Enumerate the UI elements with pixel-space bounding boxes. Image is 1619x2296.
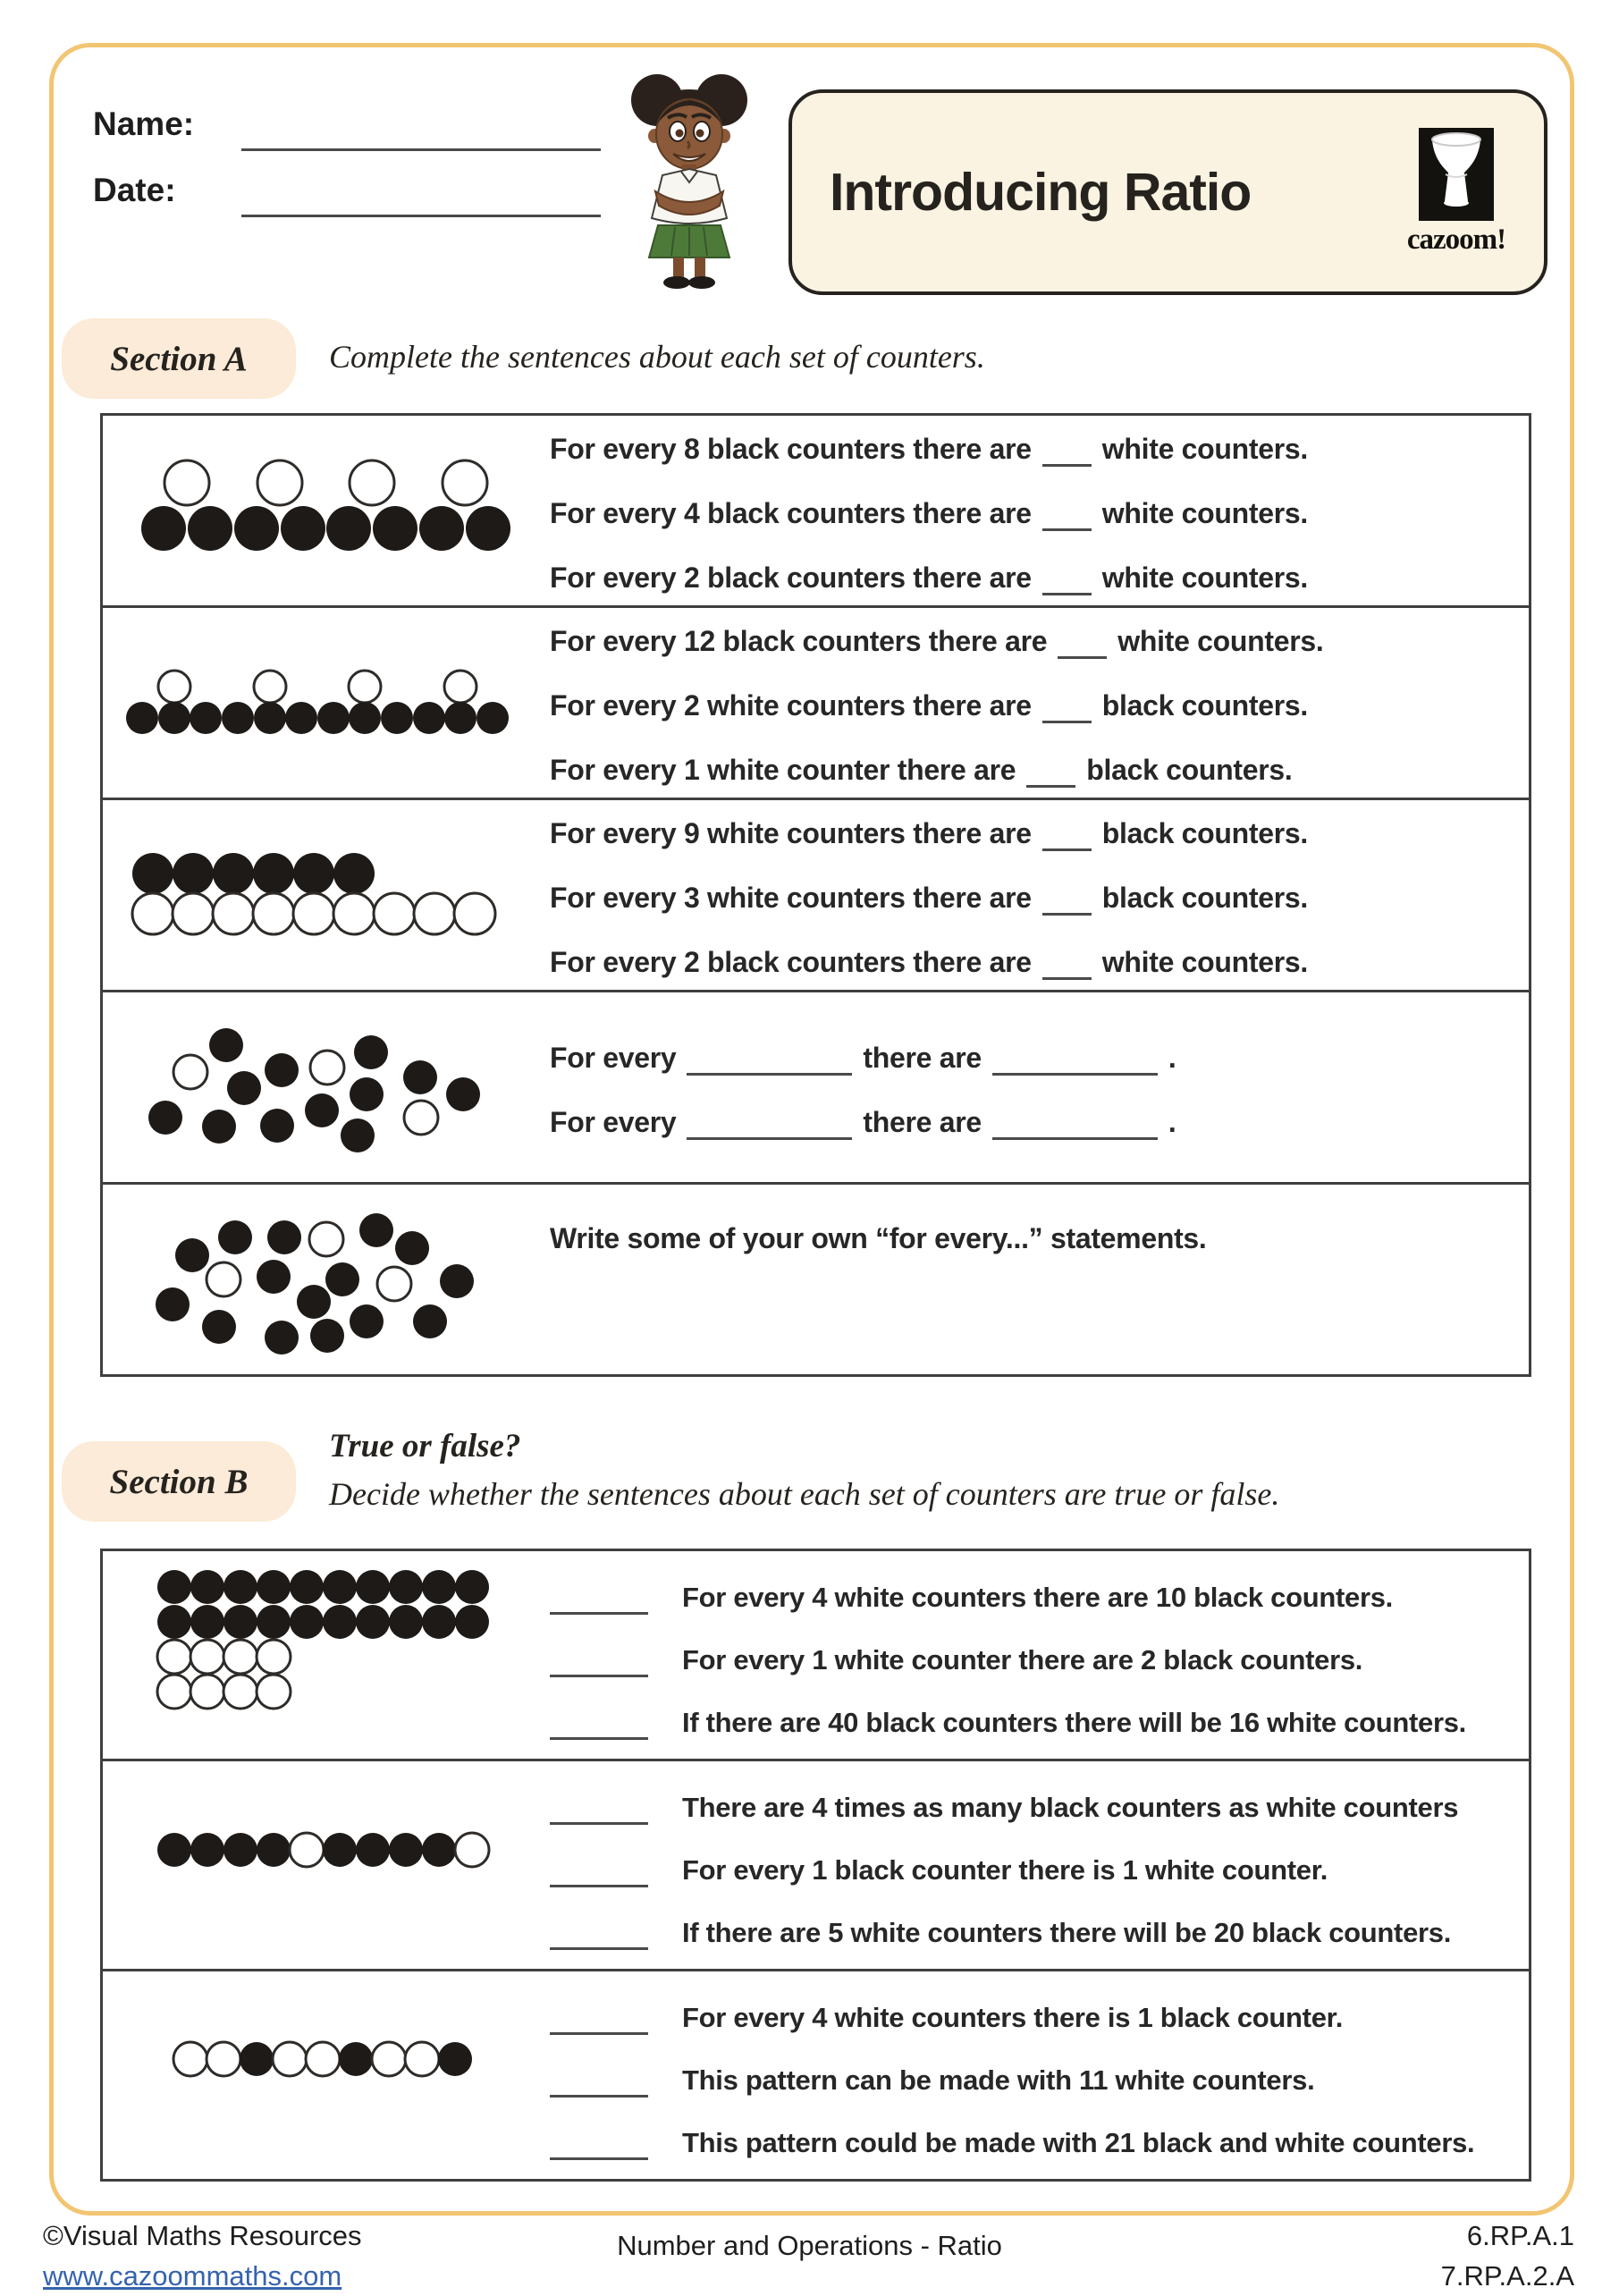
sentence-text: For every [550,1042,677,1074]
white-counter [257,460,302,505]
sentence-text: For every 12 black counters there are [550,625,1048,657]
black-counter [281,506,325,551]
black-counter [359,1213,393,1247]
table-row [103,1969,1529,2179]
sentence-text: white counters. [1101,946,1309,978]
black-counter [326,506,371,551]
sentence [550,1639,1516,1678]
black-counter [349,702,381,734]
black-counter [240,2042,274,2076]
black-counter [132,853,173,894]
white-counter [190,1675,224,1709]
counters-image [103,1185,550,1374]
copyright-text: ©Visual Maths Resources [43,2220,362,2251]
black-counter [157,1605,191,1639]
djembe-drum-icon [1419,128,1494,221]
black-counter [325,1262,359,1296]
sentence-text: There are 4 times as many black counters as white counters [682,1792,1459,1823]
black-counter [285,702,317,734]
counters-image [103,1761,550,1969]
sentence [550,1101,1516,1138]
black-counter [293,853,334,894]
title-box [788,89,1547,295]
black-counter [234,506,279,551]
white-counter [223,1675,257,1709]
black-counter [141,506,186,551]
black-counter [218,1220,252,1254]
table-row [103,1551,1529,1759]
black-counter [257,1605,291,1639]
white-counter [372,2042,406,2076]
black-counter [305,1093,339,1127]
sentence-text: there are [863,1106,982,1138]
section-a-label-text: Section A [110,339,248,378]
section-a-table [100,413,1531,1377]
answer-blank [1042,692,1092,723]
sentence [550,556,1516,594]
black-counter [476,702,509,734]
answer-blank [1042,500,1092,531]
footer-standards [1441,2216,1574,2296]
table-row [103,416,1529,605]
black-counter [339,2042,373,2076]
black-counter [148,1101,182,1135]
sentence [550,2122,1516,2161]
black-counter [190,1605,224,1639]
sentence-text: If there are 40 black counters there will be 16 white counters. [682,1707,1466,1738]
black-counter [444,702,476,734]
sentence-text: black counters. [1101,817,1309,849]
black-counter [413,702,445,734]
black-counter [389,1605,423,1639]
answer-blank [1042,435,1092,467]
section-b-label [62,1441,296,1522]
date-answer-line [241,215,601,217]
sentence-text: For every 1 white counter there are [550,754,1016,786]
black-counter [175,1238,209,1272]
black-counter [227,1071,261,1105]
sentence [550,1849,1516,1888]
white-counter [309,1222,343,1256]
sentence [550,1222,1516,1254]
black-counter [173,853,214,894]
black-counter [265,1321,299,1355]
answer-blank [550,1584,648,1615]
sentence [550,620,1516,657]
white-counter [290,1833,324,1867]
white-counter [213,893,254,934]
counters-image [103,608,550,798]
black-counter [267,1220,301,1254]
black-counter [213,853,254,894]
standard-code: 7.RP.A.2.A [1440,2260,1574,2292]
sentence-text: there are [863,1042,982,1074]
white-counter [157,1640,191,1674]
sentence [550,941,1516,978]
sentence-text: . [1168,1042,1176,1074]
sentence-text: For every 1 white counter there are 2 black counters. [682,1644,1363,1676]
sentence-text: For every 2 white counters there are [550,689,1032,722]
white-counter [207,2042,240,2076]
sentence-text: black counters. [1101,882,1309,914]
sentence-text: white counters. [1117,625,1324,657]
black-counter [381,702,413,734]
white-counter [374,893,415,934]
name-answer-line [241,148,601,151]
counters-image [103,416,550,605]
white-counter [257,1675,291,1709]
black-counter [158,702,190,734]
black-counter [290,1605,324,1639]
black-counter [455,1605,489,1639]
answer-blank [550,1857,648,1887]
black-counter [223,1605,257,1639]
sentence [550,684,1516,722]
black-counter [202,1310,236,1344]
black-counter [310,1319,344,1353]
section-b-heading: True or false? [329,1428,521,1465]
black-counter [190,702,222,734]
answer-blank [550,1709,648,1740]
black-counter [260,1109,294,1143]
white-counter [405,2042,439,2076]
black-counter [323,1570,357,1604]
answer-blank [550,2067,648,2098]
sentence-text: For every 8 black counters there are [550,433,1032,465]
answer-blank [550,1920,648,1950]
white-counter [257,1640,291,1674]
cazoom-logo-text: cazoom! [1406,224,1506,256]
answer-blank [550,1794,648,1825]
white-counter [293,893,334,934]
black-counter [350,1077,384,1111]
black-counter [157,1833,191,1867]
sentence-text: For every 3 white counters there are [550,882,1032,914]
white-counter [310,1051,344,1085]
white-counter [253,893,294,934]
section-b-table [100,1549,1531,2182]
black-counter [413,1304,447,1338]
answer-blank [550,1647,648,1677]
white-counter [306,2042,340,2076]
black-counter [126,702,158,734]
footer-topic-text: Number and Operations - Ratio [617,2230,1002,2261]
white-counter [158,671,190,703]
black-counter [290,1570,324,1604]
sentence-text: black counters. [1086,754,1293,786]
counters-image [103,800,550,990]
black-counter [257,1833,291,1867]
table-row [103,1182,1529,1374]
white-counter [377,1267,411,1301]
answer-blank [687,1109,852,1140]
sentence-text: For every 2 black counters there are [550,946,1032,978]
sentence-text: For every 9 white counters there are [550,817,1032,849]
black-counter [350,1304,384,1338]
black-counter [333,853,375,894]
answer-blank [1042,949,1092,980]
white-counter [207,1262,240,1296]
sentence-text: For every 1 black counter there is 1 white counter. [682,1854,1328,1886]
sentence [550,1701,1516,1741]
answer-blank [687,1044,852,1076]
sentence [550,1036,1516,1074]
website-link[interactable]: www.cazoommaths.com [43,2260,342,2292]
black-counter [253,853,294,894]
sentence-text: . [1168,1106,1176,1138]
black-counter [265,1053,299,1087]
black-counter [389,1833,423,1867]
answer-blank [550,2130,648,2160]
sentence-text: This pattern could be made with 21 black and white counters. [682,2127,1475,2158]
black-counter [356,1833,390,1867]
black-counter [254,702,286,734]
white-counter [173,2042,207,2076]
white-counter [273,2042,307,2076]
black-counter [438,2042,472,2076]
answer-blank [992,1109,1158,1140]
black-counter [373,506,417,551]
sentence [550,1996,1516,2036]
black-counter [257,1260,291,1294]
black-counter [419,506,464,551]
table-row [103,990,1529,1182]
black-counter [341,1118,375,1152]
answer-blank [1042,820,1092,851]
page-title: Introducing Ratio [830,163,1252,222]
white-counter [444,671,476,703]
black-counter [395,1231,429,1265]
white-counter [349,671,381,703]
black-counter [209,1028,243,1062]
sentence [550,1576,1516,1616]
black-counter [455,1570,489,1604]
counters-image [103,1551,550,1759]
black-counter [202,1110,236,1144]
sentence-text: white counters. [1101,497,1309,529]
sentence-text: For every 4 black counters there are [550,497,1032,529]
black-counter [403,1060,437,1094]
white-counter [350,460,394,505]
answer-blank [550,2005,648,2035]
sentence-text: For every 4 white counters there is 1 black counter. [682,2002,1344,2033]
black-counter [297,1285,331,1319]
sentence [550,2059,1516,2098]
black-counter [323,1833,357,1867]
sentence-text: For every 2 black counters there are [550,561,1032,594]
sentence-text: white counters. [1101,561,1309,594]
sentence-text: black counters. [1101,689,1309,722]
cazoom-logo [1403,128,1510,257]
answer-blank [1042,884,1092,916]
sentence-text: For every [550,1106,677,1138]
black-counter [466,506,510,551]
date-label: Date: [93,172,176,208]
sentence-text: This pattern can be made with 11 white counters. [682,2064,1315,2096]
standard-code: 6.RP.A.1 [1466,2220,1574,2251]
white-counter [223,1640,257,1674]
black-counter [446,1077,480,1111]
black-counter [223,1833,257,1867]
black-counter [422,1833,456,1867]
section-b-instruction: Decide whether the sentences about each set of counters are true or false. [329,1476,1280,1512]
section-b-label-text: Section B [109,1462,249,1501]
black-counter [422,1605,456,1639]
white-counter [454,893,495,934]
counters-image [103,1971,550,2179]
answer-blank [1058,628,1107,659]
black-counter [223,1570,257,1604]
black-counter [440,1264,474,1298]
sentence-text: white counters. [1101,433,1309,465]
sentence [550,1786,1516,1826]
table-row [103,605,1529,798]
counters-image [103,992,550,1182]
answer-blank [1026,756,1075,788]
white-counter [173,893,214,934]
black-counter [157,1570,191,1604]
white-counter [190,1640,224,1674]
black-counter [222,702,254,734]
student-character-illustration [621,68,757,291]
white-counter [455,1833,489,1867]
black-counter [257,1570,291,1604]
sentence-text: For every 4 white counters there are 10 black counters. [682,1582,1393,1613]
black-counter [354,1035,388,1069]
sentence [550,492,1516,529]
sentence [550,1912,1516,1951]
name-label: Name: [93,106,195,142]
black-counter [317,702,350,734]
white-counter [414,893,455,934]
black-counter [156,1287,190,1321]
answer-blank [992,1044,1158,1076]
white-counter [443,460,487,505]
white-counter [132,893,173,934]
sentence-text: If there are 5 white counters there will be 20 black counters. [682,1917,1452,1948]
black-counter [356,1570,390,1604]
white-counter [404,1101,438,1135]
white-counter [157,1675,191,1709]
sentence [550,876,1516,914]
sentence [550,812,1516,849]
black-counter [323,1605,357,1639]
white-counter [164,460,209,505]
section-a-instruction: Complete the sentences about each set of counters. [329,339,985,375]
answer-blank [1042,564,1092,595]
black-counter [356,1605,390,1639]
black-counter [190,1570,224,1604]
table-row [103,1759,1529,1969]
white-counter [254,671,286,703]
black-counter [190,1833,224,1867]
white-counter [333,893,375,934]
table-row [103,798,1529,990]
section-a-label [62,318,296,399]
sentence [550,427,1516,465]
black-counter [389,1570,423,1604]
black-counter [422,1570,456,1604]
white-counter [173,1055,207,1089]
black-counter [188,506,232,551]
sentence [550,748,1516,786]
sentence-text: Write some of your own “for every...” statements. [550,1222,1207,1254]
